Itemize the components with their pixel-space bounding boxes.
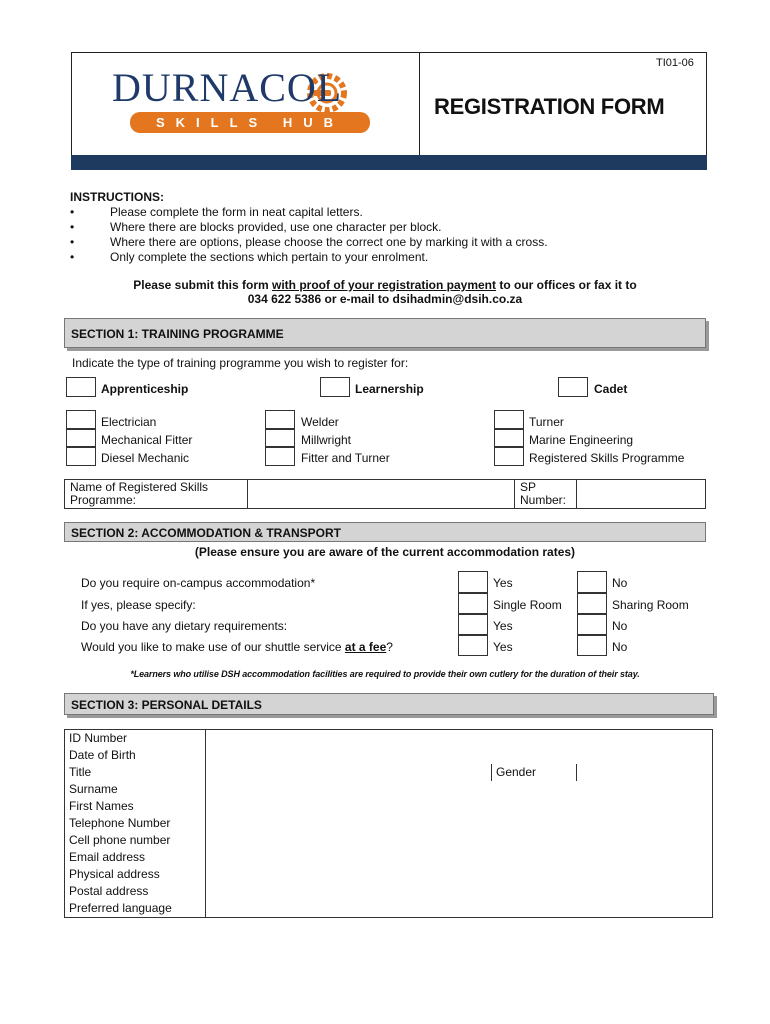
section3-header: SECTION 3: PERSONAL DETAILS [64,693,714,715]
title-field[interactable] [206,764,492,781]
instruction-item: • Only complete the sections which pertain to your enrolment. [70,250,429,264]
marine-engineering-label: Marine Engineering [529,433,634,447]
date-of-birth-label: Date of Birth [65,747,206,764]
gender-label: Gender [492,764,577,781]
email-address-label: Email address [65,849,206,866]
accommodation-no-label: No [612,576,628,590]
personal-details-table [64,729,713,918]
header-band [71,155,707,170]
registered-skills-programme-label: Registered Skills Programme [529,451,685,465]
section2-subtitle: (Please ensure you are aware of the current accommodation rates) [194,545,576,559]
room-type-question: If yes, please specify: [81,598,196,612]
preferred-language-label: Preferred language [65,900,206,918]
shuttle-no-checkbox[interactable] [577,635,607,656]
accommodation-question: Do you require on-campus accommodation* [81,576,316,590]
room-single-checkbox[interactable] [458,593,488,614]
email-address-field[interactable] [206,849,713,866]
logo-sub-text: SKILLS HUB [156,115,344,130]
instruction-item: • Where there are options, please choose the correct one by marking it with a cross. [70,235,548,249]
form-code: TI01-06 [656,57,694,69]
instruction-item: • Where there are blocks provided, use one character per block. [70,220,442,234]
telephone-number-field[interactable] [206,815,713,832]
millwright-checkbox[interactable] [265,429,295,447]
shuttle-yes-label: Yes [493,640,513,654]
electrician-label: Electrician [101,415,157,429]
welder-label: Welder [301,415,339,429]
title-label: Title [65,764,206,781]
programme-name-label: Name of Registered Skills Programme: [70,480,209,507]
physical-address-field[interactable] [206,866,713,883]
sp-number-field[interactable] [577,480,705,508]
dietary-question: Do you have any dietary requirements: [81,619,288,633]
apprenticeship-checkbox[interactable] [66,377,96,397]
mechanical-fitter-checkbox[interactable] [66,429,96,447]
learnership-checkbox[interactable] [320,377,350,397]
programme-name-field[interactable] [248,480,514,508]
section2-header: SECTION 2: ACCOMMODATION & TRANSPORT [64,522,706,542]
learnership-label: Learnership [355,382,424,396]
marine-engineering-checkbox[interactable] [494,429,524,447]
postal-address-label: Postal address [65,883,206,900]
dietary-yes-label: Yes [493,619,513,633]
dietary-yes-checkbox[interactable] [458,614,488,635]
cadet-checkbox[interactable] [558,377,588,397]
section1-header: SECTION 1: TRAINING PROGRAMME [64,318,706,348]
physical-address-label: Physical address [65,866,206,883]
fitter-and-turner-label: Fitter and Turner [301,451,390,465]
registered-skills-programme-checkbox[interactable] [494,447,524,466]
first-names-label: First Names [65,798,206,815]
diesel-mechanic-label: Diesel Mechanic [101,451,190,465]
diesel-mechanic-checkbox[interactable] [66,447,96,466]
accommodation-yes-label: Yes [493,576,513,590]
date-of-birth-field[interactable] [206,747,713,764]
form-title: REGISTRATION FORM [434,94,665,119]
accommodation-note: *Learners who utilise DSH accommodation facilities are required to provide their own cutlery for the duration of their stay. [130,669,640,679]
accommodation-yes-checkbox[interactable] [458,571,488,593]
shuttle-question: Would you like to make use of our shuttle service at a fee? [81,640,393,654]
room-sharing-label: Sharing Room [612,598,689,612]
room-single-label: Single Room [493,598,562,612]
sp-label-divider [514,479,515,509]
electrician-checkbox[interactable] [66,410,96,429]
id-number-label: ID Number [65,730,206,748]
telephone-number-label: Telephone Number [65,815,206,832]
accommodation-no-checkbox[interactable] [577,571,607,593]
logo-main-text: DURNACOL [112,65,343,110]
first-names-field[interactable] [206,798,713,815]
instruction-item: • Please complete the form in neat capital letters. [70,205,363,219]
gender-field[interactable] [577,764,713,781]
shuttle-yes-checkbox[interactable] [458,635,488,656]
dietary-no-label: No [612,619,628,633]
millwright-label: Millwright [301,433,352,447]
room-sharing-checkbox[interactable] [577,593,607,614]
turner-checkbox[interactable] [494,410,524,429]
sp-number-label: SP Number: [520,480,567,507]
preferred-language-field[interactable] [206,900,713,918]
mechanical-fitter-label: Mechanical Fitter [101,433,193,447]
submit-instructions-line2: 034 622 5386 or e-mail to dsihadmin@dsih.co.za [247,292,523,306]
welder-checkbox[interactable] [265,410,295,429]
cell-phone-number-label: Cell phone number [65,832,206,849]
id-number-field[interactable] [206,730,713,748]
section1-prompt: Indicate the type of training programme you wish to register for: [72,356,409,370]
fitter-and-turner-checkbox[interactable] [265,447,295,466]
surname-field[interactable] [206,781,713,798]
turner-label: Turner [529,415,564,429]
cell-phone-number-field[interactable] [206,832,713,849]
surname-label: Surname [65,781,206,798]
instructions-heading: INSTRUCTIONS: [70,190,164,204]
submit-instructions-line1: Please submit this form with proof of your registration payment to our offices or fax it to [133,278,637,292]
apprenticeship-label: Apprenticeship [101,382,189,396]
postal-address-field[interactable] [206,883,713,900]
shuttle-no-label: No [612,640,628,654]
instructions-list [70,205,548,265]
logo [108,66,393,138]
header-divider [419,52,420,156]
dietary-no-checkbox[interactable] [577,614,607,635]
cadet-label: Cadet [594,382,628,396]
